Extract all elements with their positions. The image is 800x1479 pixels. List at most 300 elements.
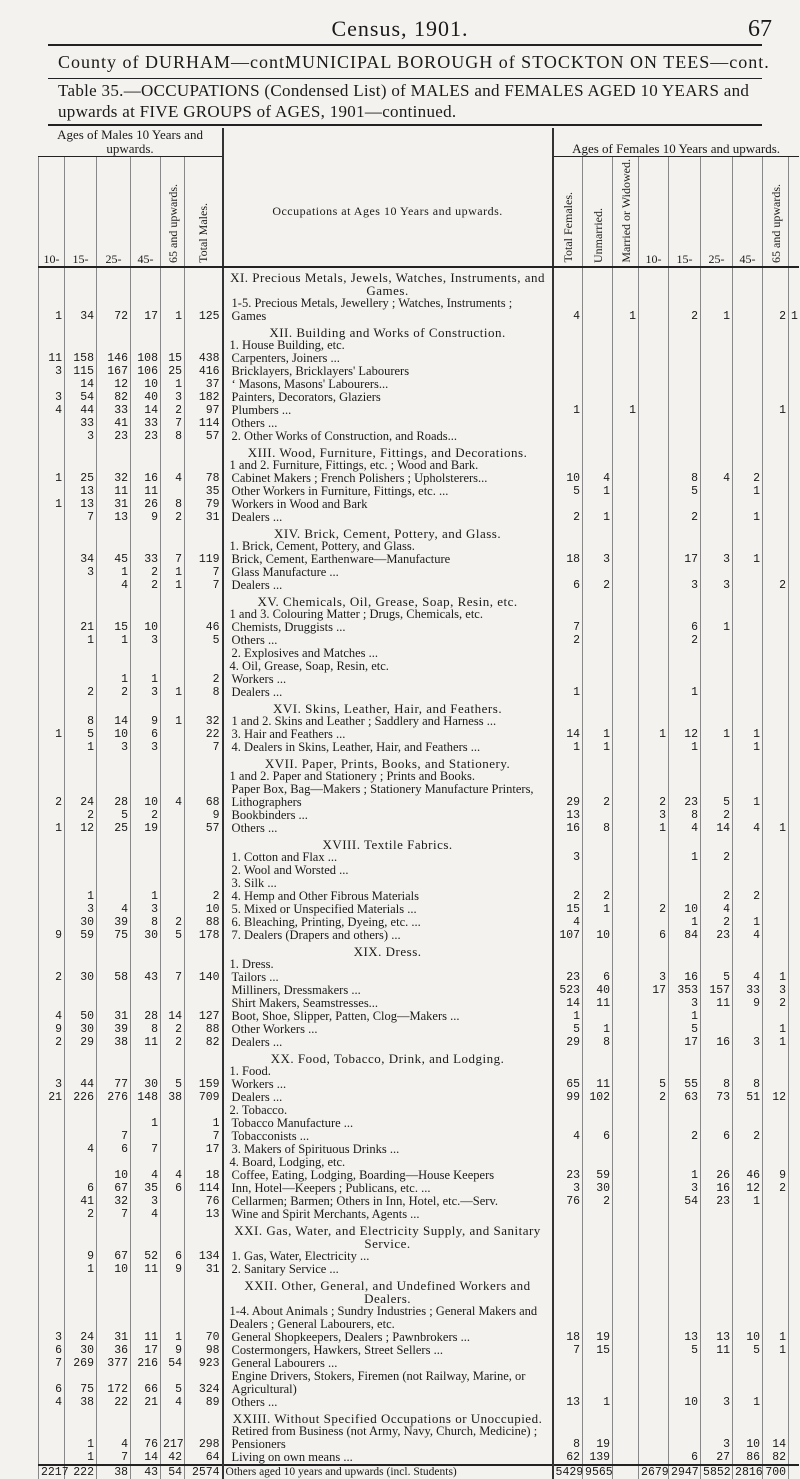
female-count-cell	[733, 673, 763, 686]
female-count-cell	[733, 404, 763, 417]
female-count-cell	[553, 1117, 583, 1130]
empty-cell	[789, 443, 799, 459]
empty-cell	[185, 958, 223, 971]
female-count-cell	[583, 430, 613, 443]
female-count-cell: 3	[701, 553, 733, 566]
male-count-cell: 4	[39, 404, 65, 417]
female-count-cell	[701, 673, 733, 686]
male-count-cell: 6	[161, 1182, 185, 1195]
female-count-cell: 3	[639, 971, 669, 984]
empty-cell	[161, 540, 185, 553]
female-count-cell	[613, 1117, 639, 1130]
female-count-cell	[613, 916, 639, 929]
empty-cell	[789, 592, 799, 608]
female-count-cell: 6	[583, 1130, 613, 1143]
female-count-cell	[669, 1425, 701, 1451]
female-count-cell: 1	[763, 404, 789, 417]
female-count-cell	[553, 378, 583, 391]
male-count-cell: 2	[65, 1208, 97, 1221]
female-count-cell	[669, 877, 701, 890]
occupation-label: Dealers ...	[223, 579, 553, 592]
male-count-cell	[161, 485, 185, 498]
empty-cell	[639, 540, 669, 553]
col-male-45: 45-	[131, 157, 161, 267]
female-count-cell: 10	[733, 1425, 763, 1451]
female-count-cell	[583, 1010, 613, 1023]
female-count-cell: 1	[763, 971, 789, 984]
occupation-label: Workers ...	[223, 673, 553, 686]
male-count-cell	[185, 984, 223, 997]
male-count-cell: 11	[97, 485, 131, 498]
section-title: XII. Building and Works of Construction.	[223, 323, 553, 339]
empty-cell	[613, 1276, 639, 1305]
occupation-label: 1. Gas, Water, Electricity ...	[223, 1250, 553, 1263]
male-count-cell: 2	[65, 686, 97, 699]
male-count-cell: 4	[161, 472, 185, 485]
section-heading-row	[39, 323, 799, 339]
male-count-cell: 25	[65, 472, 97, 485]
empty-cell	[553, 1049, 583, 1065]
empty-cell	[97, 699, 131, 715]
male-count-cell: 7	[97, 1451, 131, 1465]
male-count-cell: 3	[131, 903, 161, 916]
female-count-cell: 10	[553, 472, 583, 485]
female-count-cell: 1	[583, 511, 613, 524]
male-count-cell: 21	[65, 621, 97, 634]
male-count-cell	[97, 890, 131, 903]
empty-cell	[733, 339, 763, 352]
empty-cell	[733, 699, 763, 715]
empty-cell	[583, 754, 613, 770]
empty-cell	[161, 1305, 185, 1331]
empty-cell	[613, 770, 639, 783]
subsection-row	[39, 540, 799, 553]
male-count-cell	[97, 647, 131, 660]
female-count-cell: 3	[701, 1396, 733, 1409]
female-count-cell	[733, 621, 763, 634]
female-count-cell: 99	[553, 1091, 583, 1104]
female-count-cell	[763, 890, 789, 903]
male-count-cell: 21	[39, 1091, 65, 1104]
female-count-cell	[733, 1208, 763, 1221]
female-count-cell	[763, 566, 789, 579]
female-count-cell: 12	[733, 1182, 763, 1195]
female-count-cell: 29	[553, 1036, 583, 1049]
female-count-cell: 1	[701, 297, 733, 323]
male-count-cell: 59	[65, 929, 97, 942]
empty-cell	[39, 1305, 65, 1331]
empty-cell	[185, 754, 223, 770]
female-count-cell: 139	[583, 1451, 613, 1465]
female-count-cell	[669, 1250, 701, 1263]
female-count-cell: 5	[733, 1344, 763, 1357]
empty-cell	[131, 443, 161, 459]
male-count-cell: 30	[131, 929, 161, 942]
occupation-label: Engine Drivers, Stokers, Firemen (not Railway, Marine, or Agricultural)	[223, 1370, 553, 1396]
male-count-cell: 416	[185, 365, 223, 378]
empty-cell	[763, 339, 789, 352]
female-count-cell: 2	[733, 472, 763, 485]
female-count-cell	[583, 715, 613, 728]
female-count-cell	[789, 1357, 799, 1370]
table-row	[39, 997, 799, 1010]
male-count-cell: 2	[39, 1036, 65, 1049]
female-count-cell	[763, 1370, 789, 1396]
occupation-label: 1-5. Precious Metals, Jewellery ; Watches, Instruments ; Games	[223, 297, 553, 323]
female-count-cell: 6	[639, 929, 669, 942]
male-count-cell: 44	[65, 404, 97, 417]
male-count-cell: 216	[131, 1357, 161, 1370]
empty-cell	[669, 339, 701, 352]
female-count-cell	[701, 1010, 733, 1023]
empty-cell	[185, 339, 223, 352]
male-count-cell: 38	[97, 1465, 131, 1479]
occupation-label: Retired from Business (not Army, Navy, Church, Medicine) ; Pensioners	[223, 1425, 553, 1451]
table-row	[39, 686, 799, 699]
male-count-cell: 26	[131, 498, 161, 511]
empty-cell	[701, 339, 733, 352]
male-count-cell: 8	[131, 916, 161, 929]
empty-cell	[65, 592, 97, 608]
empty-cell	[701, 1065, 733, 1078]
female-count-cell	[763, 647, 789, 660]
female-count-cell	[553, 1208, 583, 1221]
female-count-cell: 5852	[701, 1465, 733, 1479]
female-count-cell	[701, 378, 733, 391]
male-count-cell: 4	[97, 579, 131, 592]
male-count-cell: 4	[131, 1208, 161, 1221]
female-count-cell	[701, 1263, 733, 1276]
occupation-label: 2. Explosives and Matches ...	[223, 647, 553, 660]
male-count-cell: 4	[65, 1143, 97, 1156]
male-count-cell: 79	[185, 498, 223, 511]
male-count-cell	[39, 579, 65, 592]
empty-cell	[161, 770, 185, 783]
empty-cell	[583, 323, 613, 339]
empty-cell	[789, 608, 799, 621]
male-count-cell: 7	[131, 1143, 161, 1156]
empty-cell	[97, 323, 131, 339]
female-count-cell	[639, 430, 669, 443]
male-count-cell: 6	[97, 1143, 131, 1156]
female-count-cell	[639, 1117, 669, 1130]
empty-cell	[185, 592, 223, 608]
male-count-cell: 58	[97, 971, 131, 984]
female-count-cell	[639, 297, 669, 323]
empty-cell	[39, 754, 65, 770]
male-count-cell	[39, 1451, 65, 1465]
empty-cell	[613, 540, 639, 553]
female-count-cell: 16	[669, 971, 701, 984]
section-title: XVIII. Textile Fabrics.	[223, 835, 553, 851]
empty-cell	[131, 1409, 161, 1425]
subsection-row	[39, 1305, 799, 1331]
empty-cell	[185, 608, 223, 621]
occupation-label: Tobacco Manufacture ...	[223, 1117, 553, 1130]
empty-cell	[161, 1156, 185, 1169]
empty-cell	[763, 942, 789, 958]
female-count-cell: 5	[553, 485, 583, 498]
male-count-cell: 75	[97, 929, 131, 942]
male-count-cell	[39, 1169, 65, 1182]
male-count-cell: 15	[97, 621, 131, 634]
female-count-cell	[789, 971, 799, 984]
table-body	[39, 267, 799, 1479]
male-count-cell	[39, 997, 65, 1010]
female-count-cell	[583, 1208, 613, 1221]
empty-cell	[131, 1065, 161, 1078]
empty-cell	[733, 323, 763, 339]
male-count-cell: 1	[65, 634, 97, 647]
female-count-cell: 27	[701, 1451, 733, 1465]
male-count-cell: 38	[161, 1091, 185, 1104]
empty-cell	[131, 323, 161, 339]
male-count-cell: 30	[131, 1078, 161, 1091]
female-count-cell: 51	[733, 1091, 763, 1104]
empty-cell	[131, 1221, 161, 1250]
female-count-cell	[701, 404, 733, 417]
female-count-cell: 1	[639, 822, 669, 835]
female-count-cell	[639, 877, 669, 890]
female-count-cell: 1	[701, 621, 733, 634]
male-count-cell	[185, 864, 223, 877]
male-count-cell: 8	[131, 1023, 161, 1036]
empty-cell	[65, 958, 97, 971]
table-row	[39, 877, 799, 890]
male-count-cell: 114	[185, 1182, 223, 1195]
female-count-cell	[583, 1357, 613, 1370]
empty-cell	[583, 835, 613, 851]
female-count-cell: 3	[669, 1182, 701, 1195]
male-count-cell: 16	[131, 472, 161, 485]
female-count-cell: 2	[763, 1182, 789, 1195]
female-count-cell	[763, 378, 789, 391]
female-count-cell: 3	[639, 809, 669, 822]
table-row	[39, 1023, 799, 1036]
female-count-cell	[789, 1208, 799, 1221]
female-count-cell: 1	[553, 741, 583, 754]
empty-cell	[131, 660, 161, 673]
female-count-cell	[639, 498, 669, 511]
female-count-cell	[763, 1143, 789, 1156]
female-count-cell	[583, 391, 613, 404]
female-count-cell	[789, 498, 799, 511]
female-count-cell: 1	[763, 1331, 789, 1344]
occupation-label: Tobacconists ...	[223, 1130, 553, 1143]
empty-cell	[185, 770, 223, 783]
male-count-cell: 1	[131, 1117, 161, 1130]
male-count-cell	[65, 997, 97, 1010]
female-count-cell	[613, 673, 639, 686]
male-count-cell: 3	[131, 741, 161, 754]
female-count-cell	[613, 1357, 639, 1370]
empty-cell	[39, 443, 65, 459]
female-count-cell	[763, 1078, 789, 1091]
female-count-cell	[763, 686, 789, 699]
male-count-cell	[161, 621, 185, 634]
female-count-cell	[613, 472, 639, 485]
female-count-cell	[553, 647, 583, 660]
female-count-cell: 2	[763, 297, 789, 323]
empty-cell	[669, 524, 701, 540]
female-count-cell	[639, 1263, 669, 1276]
divider	[48, 78, 762, 79]
female-count-cell	[639, 378, 669, 391]
empty-cell	[65, 1276, 97, 1305]
empty-cell	[733, 754, 763, 770]
female-count-cell	[639, 579, 669, 592]
occupation-label: Costermongers, Hawkers, Street Sellers ...	[223, 1344, 553, 1357]
borough-heading: MUNICIPAL BOROUGH of STOCKTON ON TEES—cont.	[285, 52, 770, 72]
male-count-cell: 17	[131, 297, 161, 323]
male-count-cell	[39, 1182, 65, 1195]
female-count-cell	[583, 647, 613, 660]
empty-cell	[97, 459, 131, 472]
female-count-cell	[789, 621, 799, 634]
occupations-table	[38, 128, 799, 1479]
empty-cell	[161, 660, 185, 673]
empty-cell	[701, 443, 733, 459]
female-count-cell: 1	[639, 728, 669, 741]
female-count-cell	[639, 916, 669, 929]
female-count-cell: 59	[583, 1169, 613, 1182]
male-count-cell	[39, 686, 65, 699]
male-count-cell	[161, 864, 185, 877]
female-count-cell	[639, 1357, 669, 1370]
female-count-cell	[583, 404, 613, 417]
empty-cell	[763, 267, 789, 297]
female-count-cell: 11	[701, 1344, 733, 1357]
empty-cell	[639, 323, 669, 339]
empty-cell	[583, 1049, 613, 1065]
male-count-cell: 7	[97, 1208, 131, 1221]
male-count-cell: 68	[185, 783, 223, 809]
female-count-cell	[613, 741, 639, 754]
male-count-cell	[161, 1208, 185, 1221]
female-count-cell	[733, 566, 763, 579]
empty-cell	[733, 1049, 763, 1065]
male-count-cell: 10	[131, 378, 161, 391]
female-count-cell: 3	[701, 579, 733, 592]
section-heading-row	[39, 835, 799, 851]
empty-cell	[131, 754, 161, 770]
empty-cell	[161, 524, 185, 540]
male-count-cell	[65, 673, 97, 686]
male-count-cell	[39, 984, 65, 997]
empty-cell	[553, 942, 583, 958]
male-count-cell: 39	[97, 916, 131, 929]
male-count-cell: 1	[39, 498, 65, 511]
empty-cell	[669, 770, 701, 783]
empty-cell	[639, 660, 669, 673]
table-row	[39, 673, 799, 686]
empty-cell	[131, 1276, 161, 1305]
female-count-cell	[789, 1370, 799, 1396]
empty-cell	[131, 592, 161, 608]
col-male-15: 15-	[65, 157, 97, 267]
female-count-cell: 2	[763, 579, 789, 592]
empty-cell	[553, 1156, 583, 1169]
table-row	[39, 728, 799, 741]
female-count-cell	[733, 715, 763, 728]
table-row	[39, 621, 799, 634]
male-count-cell: 4	[161, 1396, 185, 1409]
male-count-cell	[39, 715, 65, 728]
female-count-cell	[669, 890, 701, 903]
empty-cell	[639, 1409, 669, 1425]
table-row	[39, 890, 799, 903]
female-count-cell	[583, 365, 613, 378]
female-count-cell	[639, 566, 669, 579]
female-count-cell	[583, 297, 613, 323]
empty-cell	[185, 524, 223, 540]
female-count-cell	[669, 498, 701, 511]
female-count-cell	[613, 352, 639, 365]
table-row	[39, 1331, 799, 1344]
female-count-cell	[789, 916, 799, 929]
female-count-cell	[639, 621, 669, 634]
female-count-cell	[613, 809, 639, 822]
female-count-cell	[763, 1010, 789, 1023]
male-count-cell: 24	[65, 1331, 97, 1344]
male-count-cell	[131, 877, 161, 890]
male-count-cell: 1	[161, 579, 185, 592]
female-count-cell	[613, 1425, 639, 1451]
empty-cell	[733, 1065, 763, 1078]
male-count-cell	[161, 903, 185, 916]
empty-cell	[97, 770, 131, 783]
empty-cell	[39, 608, 65, 621]
occupation-label: 3. Makers of Spirituous Drinks ...	[223, 1143, 553, 1156]
table-row	[39, 647, 799, 660]
empty-cell	[161, 459, 185, 472]
female-count-cell: 1	[763, 822, 789, 835]
empty-cell	[789, 958, 799, 971]
section-title: XIV. Brick, Cement, Pottery, and Glass.	[223, 524, 553, 540]
occupation-label: 4. Dealers in Skins, Leather, Hair, and Feathers ...	[223, 741, 553, 754]
male-count-cell	[161, 851, 185, 864]
female-count-cell: 11	[583, 997, 613, 1010]
empty-cell	[39, 1065, 65, 1078]
empty-cell	[701, 524, 733, 540]
empty-cell	[639, 592, 669, 608]
empty-cell	[553, 267, 583, 297]
female-count-cell: 1	[613, 297, 639, 323]
male-count-cell: 10	[97, 728, 131, 741]
female-count-cell	[639, 404, 669, 417]
male-count-cell: 222	[65, 1465, 97, 1479]
female-count-cell: 3	[669, 997, 701, 1010]
male-count-cell: 10	[131, 783, 161, 809]
female-count-cell	[669, 430, 701, 443]
empty-cell	[39, 1409, 65, 1425]
table-row	[39, 916, 799, 929]
male-count-cell: 52	[131, 1250, 161, 1263]
female-count-cell	[613, 1465, 639, 1479]
female-count-cell	[701, 877, 733, 890]
female-count-cell	[639, 472, 669, 485]
empty-cell	[161, 1065, 185, 1078]
female-count-cell	[669, 1143, 701, 1156]
empty-cell	[701, 770, 733, 783]
female-count-cell: 17	[639, 984, 669, 997]
female-count-cell: 2	[733, 890, 763, 903]
section-heading-row	[39, 443, 799, 459]
empty-cell	[669, 1305, 701, 1331]
table-row	[39, 1451, 799, 1465]
female-count-cell: 2	[553, 511, 583, 524]
empty-cell	[733, 660, 763, 673]
